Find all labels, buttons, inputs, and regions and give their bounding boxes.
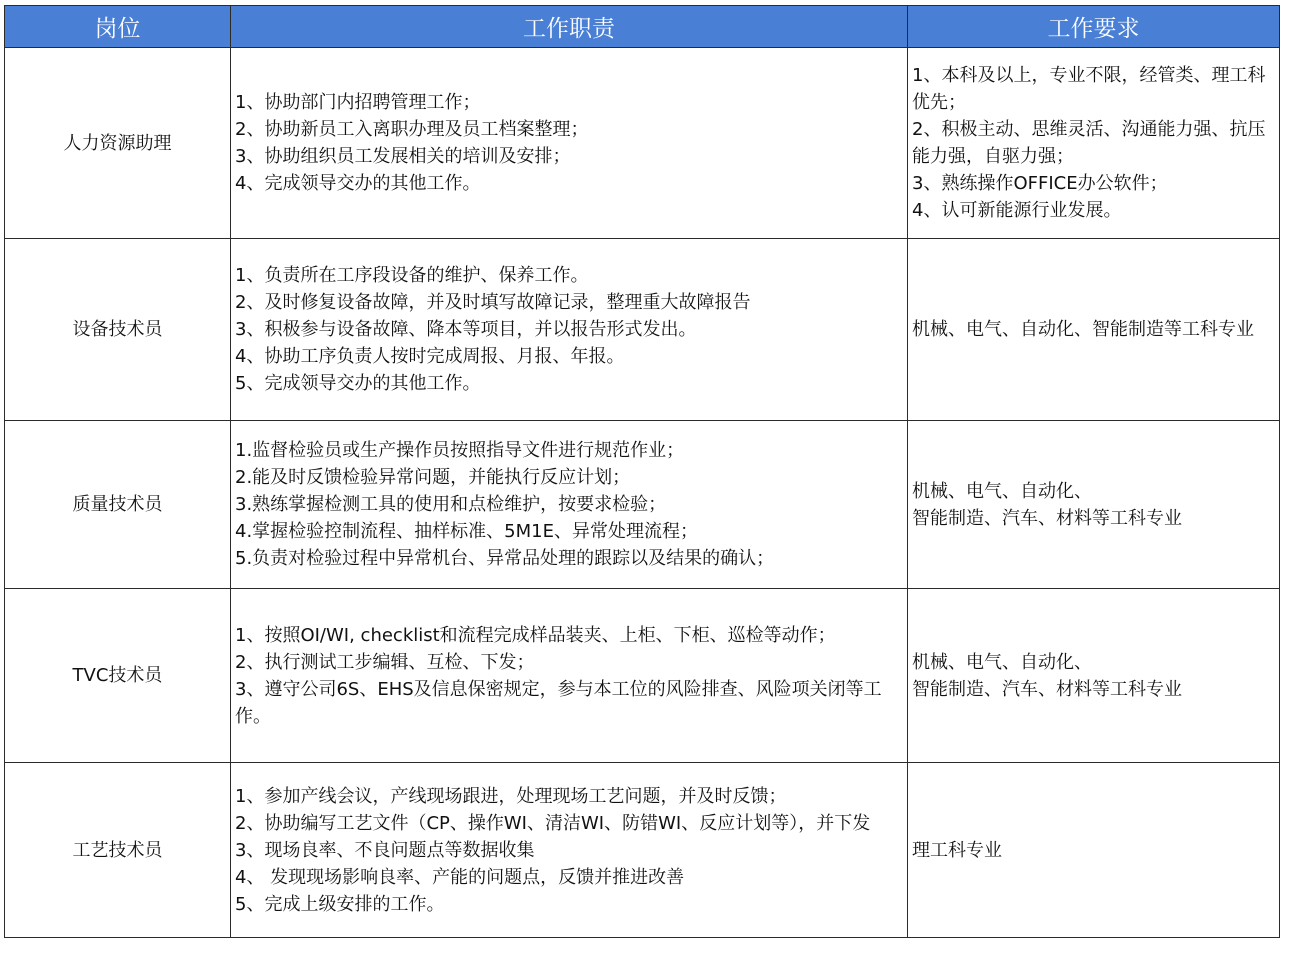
job-table bbox=[4, 5, 1280, 938]
requirements-cell bbox=[908, 421, 1280, 589]
duties-cell bbox=[231, 421, 908, 589]
duty-line: 3、协助组织员工发展相关的培训及安排； bbox=[235, 146, 571, 167]
duty-line: 1、负责所在工序段设备的维护、保养工作。 bbox=[235, 265, 589, 286]
duties-cell bbox=[231, 48, 908, 239]
duties-cell bbox=[231, 239, 908, 421]
duty-line: 2、执行测试工步编辑、互检、下发； bbox=[235, 651, 535, 673]
table-row bbox=[5, 239, 1280, 421]
position-cell: TVC技术员 bbox=[5, 589, 231, 763]
duty-line: 5、完成上级安排的工作。 bbox=[235, 893, 445, 915]
duty-line: 1、协助部门内招聘管理工作； bbox=[235, 92, 481, 113]
duty-line: 5.负责对检验过程中异常机台、异常品处理的跟踪以及结果的确认； bbox=[235, 548, 775, 569]
duty-line: 2、协助新员工入离职办理及员工档案整理； bbox=[235, 119, 589, 140]
requirement-line: 理工科专业 bbox=[912, 839, 1002, 861]
duty-line: 1.监督检验员或生产操作员按照指导文件进行规范作业； bbox=[235, 440, 685, 461]
duty-line: 2.能及时反馈检验异常问题，并能执行反应计划； bbox=[235, 467, 631, 488]
duty-line: 3.熟练掌握检测工具的使用和点检维护，按要求检验； bbox=[235, 494, 667, 515]
requirements-cell bbox=[908, 589, 1280, 763]
duty-line: 4.掌握检验控制流程、抽样标准、5M1E、异常处理流程； bbox=[235, 521, 698, 542]
duty-line: 3、积极参与设备故障、降本等项目，并以报告形式发出。 bbox=[235, 319, 697, 340]
requirement-line: 智能制造、汽车、材料等工科专业 bbox=[912, 678, 1182, 700]
requirement-line: 机械、电气、自动化、 bbox=[912, 651, 1092, 673]
header-requirements: 工作要求 bbox=[908, 6, 1280, 48]
position-cell: 设备技术员 bbox=[5, 239, 231, 421]
requirement-line: 1、本科及以上，专业不限，经管类、理工科优先； bbox=[912, 65, 1266, 113]
table-row bbox=[5, 48, 1280, 239]
requirements-cell bbox=[908, 239, 1280, 421]
requirement-line: 3、熟练操作OFFICE办公软件； bbox=[912, 173, 1168, 194]
requirements-cell bbox=[908, 48, 1280, 239]
duty-line: 1、按照OI/WI, checklist和流程完成样品装夹、上柜、下柜、巡检等动作； bbox=[235, 624, 836, 646]
duty-line: 2、及时修复设备故障，并及时填写故障记录，整理重大故障报告 bbox=[235, 292, 751, 313]
duties-cell bbox=[231, 763, 908, 938]
position-cell: 工艺技术员 bbox=[5, 763, 231, 938]
duty-line: 4、协助工序负责人按时完成周报、月报、年报。 bbox=[235, 346, 625, 367]
table-row bbox=[5, 589, 1280, 763]
header-position: 岗位 bbox=[5, 6, 231, 48]
table-row bbox=[5, 421, 1280, 589]
requirements-cell bbox=[908, 763, 1280, 938]
duty-line: 1、参加产线会议，产线现场跟进，处理现场工艺问题，并及时反馈； bbox=[235, 785, 787, 807]
duty-line: 4、 发现现场影响良率、产能的问题点，反馈并推进改善 bbox=[235, 866, 685, 888]
requirement-line: 机械、电气、自动化、智能制造等工科专业 bbox=[912, 319, 1254, 340]
duties-cell bbox=[231, 589, 908, 763]
requirement-line: 2、积极主动、思维灵活、沟通能力强、抗压能力强，自驱力强； bbox=[912, 119, 1266, 167]
position-cell: 人力资源助理 bbox=[5, 48, 231, 239]
position-cell: 质量技术员 bbox=[5, 421, 231, 589]
duty-line: 5、完成领导交办的其他工作。 bbox=[235, 373, 481, 394]
requirement-line: 智能制造、汽车、材料等工科专业 bbox=[912, 507, 1182, 529]
table-row bbox=[5, 763, 1280, 938]
header-row bbox=[5, 6, 1280, 48]
duty-line: 3、现场良率、不良问题点等数据收集 bbox=[235, 839, 535, 861]
duty-line: 2、协助编写工艺文件（CP、操作WI、清洁WI、防错WI、反应计划等），并下发 bbox=[235, 812, 871, 834]
requirement-line: 机械、电气、自动化、 bbox=[912, 480, 1092, 502]
requirement-line: 4、认可新能源行业发展。 bbox=[912, 200, 1122, 221]
duty-line: 3、遵守公司6S、EHS及信息保密规定，参与本工位的风险排查、风险项关闭等工作。 bbox=[235, 678, 882, 727]
header-duties: 工作职责 bbox=[231, 6, 908, 48]
duty-line: 4、完成领导交办的其他工作。 bbox=[235, 173, 481, 194]
